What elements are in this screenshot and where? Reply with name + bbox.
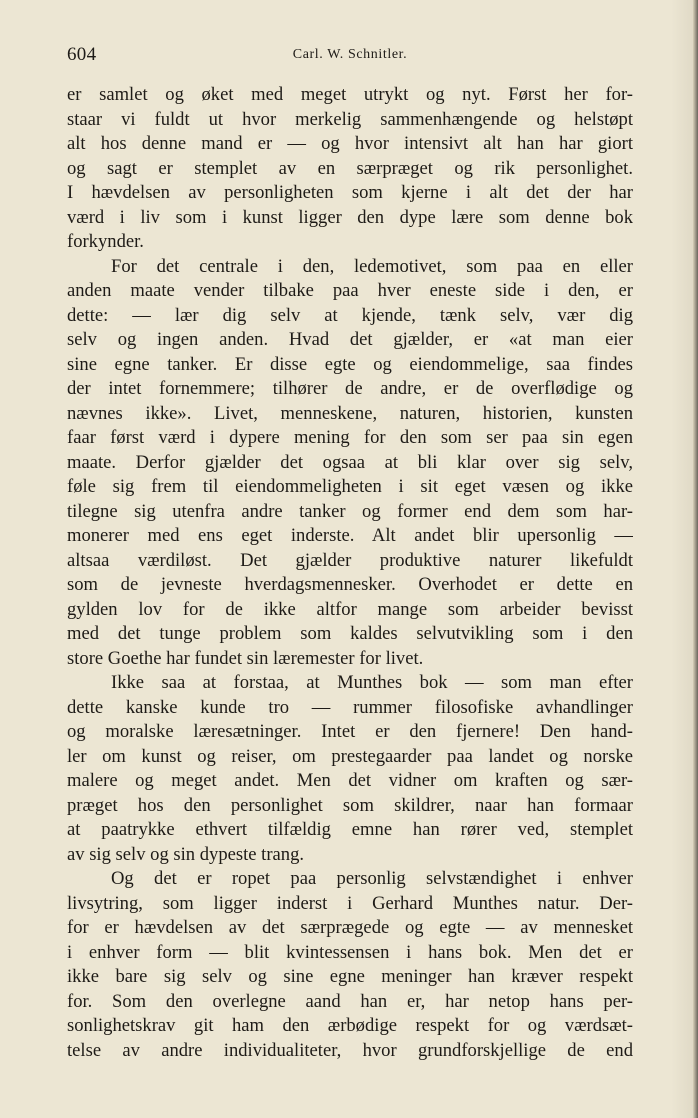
text-line: ler om kunst og reiser, om prestegaarder paa landet og norske [67,745,633,767]
text-line: med det tunge problem som kaldes selvutvikling som i den [67,623,633,644]
text-line: at paatrykke ethvert tilfældig emne han rører ved, stemplet [67,819,633,840]
text-line: ikke bare sig selv og sine egne meninger han kræver respekt [67,966,633,987]
text-line: I hævdelsen av personligheten som kjerne i alt det der har [67,182,633,203]
text-line: i enhver form — blit kvintessensen i hans bok. Men det er [67,941,633,963]
text-line: og moralske læresætninger. Intet er den fjernere! Den hand- [67,721,633,742]
text-line: for. Som den overlegne aand han er, har netop hans per- [67,990,633,1012]
text-line: nævnes ikke». Livet, menneskene, naturen, historien, kunsten [67,402,633,424]
text-line: præget hos den personlighet som skildrer, naar han formaar [67,794,633,816]
text-line: altsaa værdiløst. Det gjælder produktive naturer likefuldt [67,549,633,571]
page-number: 604 [67,44,97,65]
text-line: selv og ingen anden. Hvad det gjælder, er «at man eier [67,329,633,350]
page-edge [693,0,698,1118]
text-line: som de jevneste hverdagsmennesker. Overhodet er dette en [67,574,633,595]
text-line: føle sig frem til eiendommeligheten i sit eget væsen og ikke [67,476,633,497]
text-line: der intet fornemmere; tilhører de andre, er de overflødige og [67,378,633,399]
text-line: maate. Derfor gjælder det ogsaa at bli klar over sig selv, [67,451,633,473]
page-gutter-shadow [671,0,693,1118]
text-line: og sagt er stemplet av en særpræget og rik personlighet. [67,157,633,179]
text-line: For det centrale i den, ledemotivet, som paa en eller [111,255,633,277]
body-text [67,83,633,1063]
text-line: telse av andre individualiteter, hvor grundforskjellige de end [67,1039,633,1061]
text-line: store Goethe har fundet sin læremester for livet. [67,647,424,669]
text-line: Og det er ropet paa personlig selvstændighet i enhver [111,868,633,889]
text-line: av sig selv og sin dypeste trang. [67,843,305,865]
text-line: forkynder. [67,231,144,252]
text-line: dette: — lær dig selv at kjende, tænk selv, vær dig [67,304,633,326]
text-line: monerer med ens eget inderste. Alt andet blir upersonlig — [67,525,633,546]
text-line: sonlighetskrav git ham den ærbødige respekt for og værdsæt- [67,1015,633,1036]
text-line: gylden lov for de ikke altfor mange som arbeider bevisst [67,598,633,620]
text-line: for er hævdelsen av det særprægede og egte — av mennesket [67,917,633,938]
running-head: Carl. W. Schnitler. [292,47,408,62]
text-line: Ikke saa at forstaa, at Munthes bok — som man efter [111,672,633,693]
text-line: dette kanske kunde tro — rummer filosofiske avhandlinger [67,696,633,718]
text-line: anden maate vender tilbake paa hver eneste side i den, er [67,280,633,301]
text-line: malere og meget andet. Men det vidner om kraften og sær- [67,770,633,791]
page-header [67,44,633,70]
text-line: alt hos denne mand er — og hvor intensivt alt han har giort [67,133,633,154]
text-line: sine egne tanker. Er disse egte og eiendommelige, saa findes [67,353,633,375]
text-line: faar først værd i dypere mening for den som ser paa sin egen [67,427,633,448]
text-line: er samlet og øket med meget utrykt og nyt. Først her for- [67,84,633,105]
text-line: livsytring, som ligger inderst i Gerhard Munthes natur. Der- [67,892,633,914]
text-line: staar vi fuldt ut hvor merkelig sammenhængende og helstøpt [67,108,633,130]
text-line: tilegne sig utenfra andre tanker og former end dem som har- [67,500,633,522]
text-line: værd i liv som i kunst ligger den dype lære som denne bok [67,206,633,228]
